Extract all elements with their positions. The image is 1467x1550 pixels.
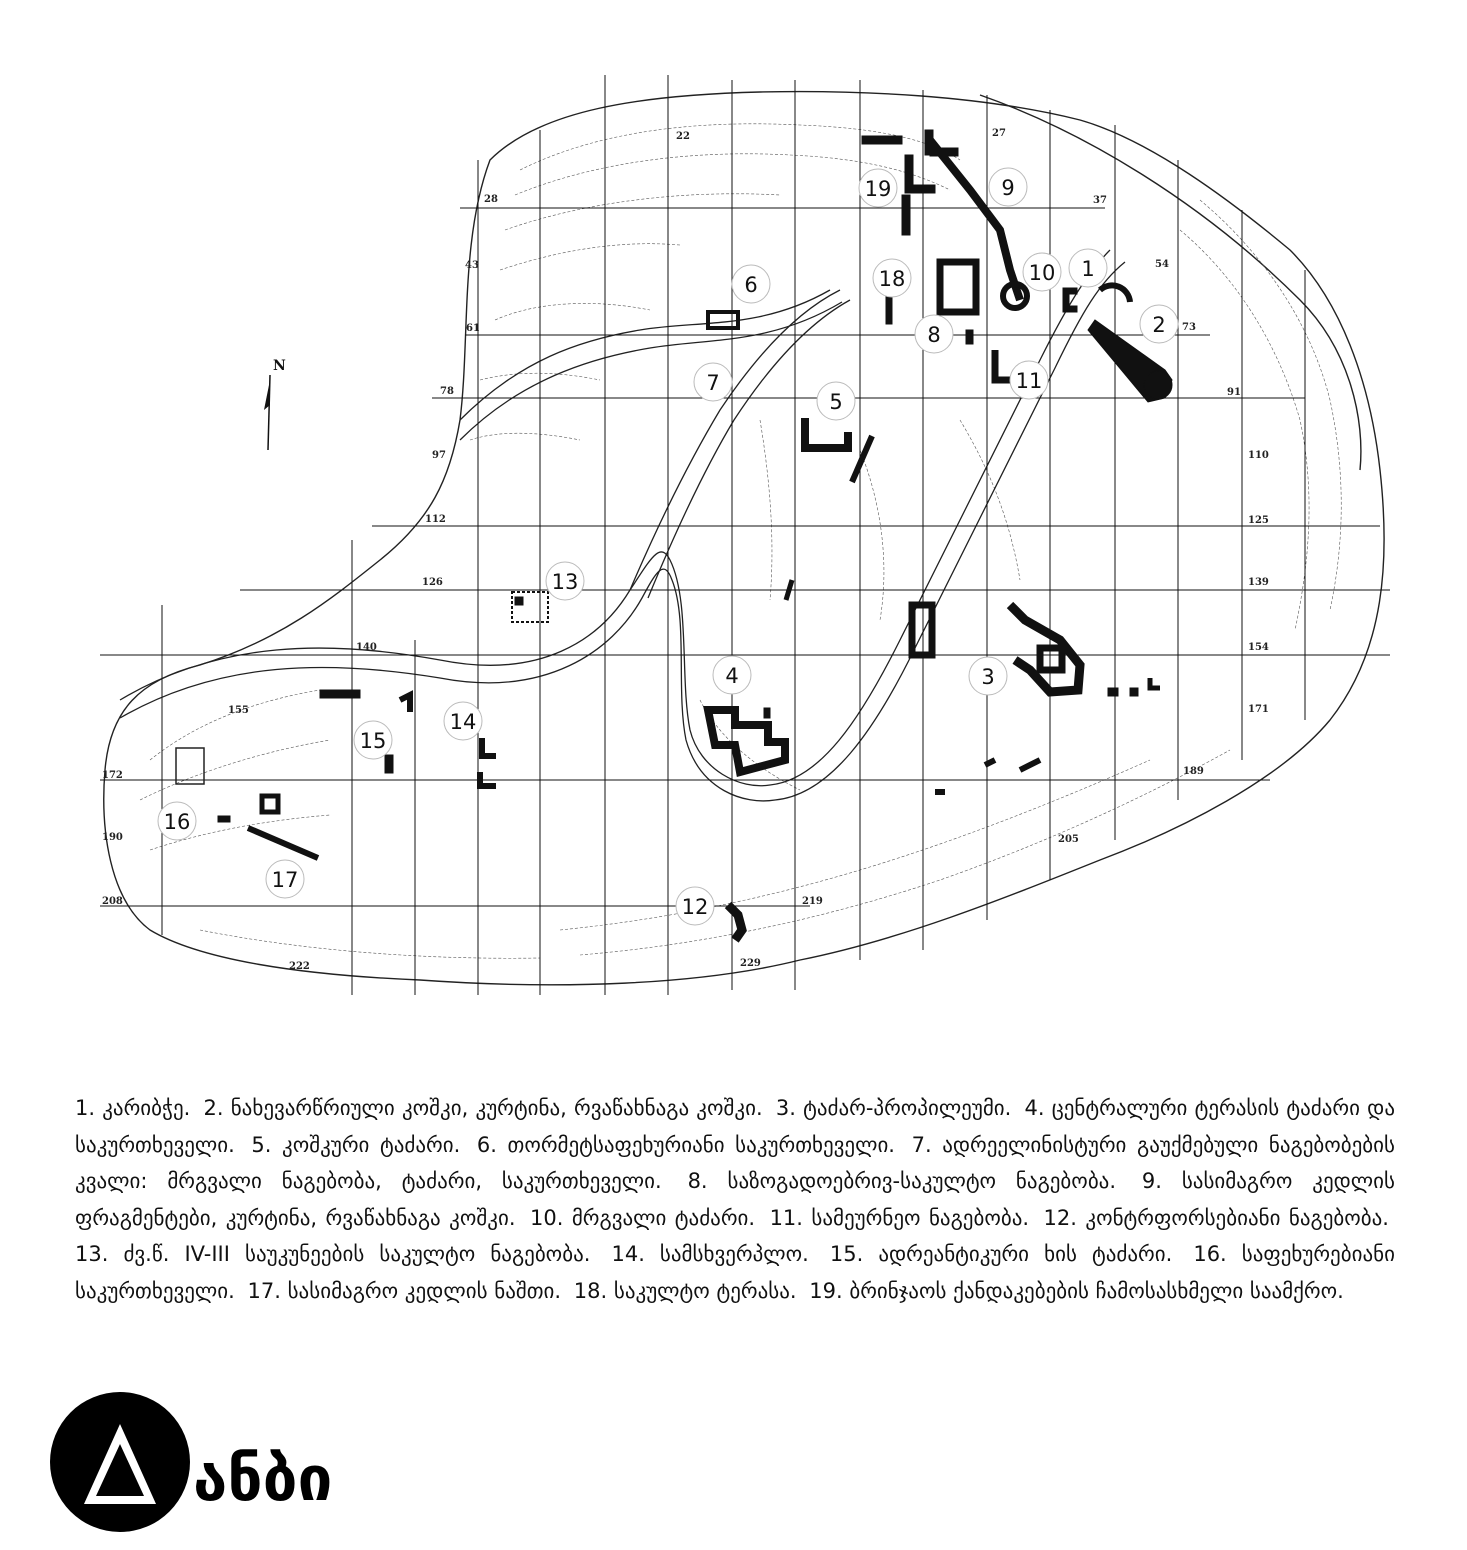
legend-item: 5. კოშკური ტაძარი. [251,1132,461,1157]
road [120,250,1125,801]
site-marker [444,702,482,740]
grid-label: 54 [1155,259,1169,270]
marker-number: 1 [1081,257,1095,281]
site-marker [873,259,911,297]
legend-item: 19. ბრინჯაოს ქანდაკებების ჩამოსასხმელი საამქრო. [809,1278,1344,1303]
site-marker [676,887,714,925]
legend-item: 12. კონტრფორსებიანი ნაგებობა. [1043,1205,1389,1230]
site-marker [546,562,584,600]
legend-item: 6. თორმეტსაფეხურიანი საკურთხეველი. [476,1132,895,1157]
contour-lines [140,124,1341,958]
site-marker [266,860,304,898]
site-marker [817,382,855,420]
legend-item: 15. ადრეანტიკური ხის ტაძარი. [829,1242,1173,1266]
marker-number: 10 [1028,261,1056,285]
grid-label: 110 [1248,450,1269,461]
survey-grid [100,75,1390,995]
marker-number: 2 [1152,313,1166,337]
marker-number: 6 [744,273,758,297]
site-marker [1010,361,1048,399]
legend-caption [75,1090,1395,1309]
grid-label: 97 [432,450,446,461]
grid-label: 22 [676,131,690,142]
logo-text: ანბი [193,1442,333,1515]
grid-label: 91 [1227,387,1241,398]
site-marker [354,721,392,759]
legend-item: 17. სასიმაგრო კედლის ნაშთი. [247,1278,562,1303]
legend-item: 4. ცენტრალური ტერასის ტაძარი და საკურთხეველი. [75,1096,1395,1157]
marker-number: 4 [725,664,739,688]
grid-label: 43 [465,260,479,271]
legend-item: 7. ადრეელინისტური გაუქმებული ნაგებობების კვალი: მრგვალი ნაგებობა, ტაძარი, საკურთხეველი. [75,1132,1395,1193]
marker-number: 17 [271,868,299,892]
legend-item: 1. კარიბჭე. [75,1096,191,1120]
legend-item: 18. საკულტო ტერასა. [573,1278,797,1303]
site-marker [158,802,196,840]
grid-label: 37 [1093,195,1107,206]
grid-label: 219 [802,896,823,907]
structures [218,130,1172,940]
grid-label: 78 [440,386,454,397]
site-marker [1069,249,1107,287]
legend-item: 8. საზოგადოებრივ-საკულტო ნაგებობა. [687,1169,1117,1193]
legend-item: 10. მრგვალი ტაძარი. [529,1205,756,1230]
grid-label: 229 [740,958,761,969]
triangle-in-circle-icon [50,1392,190,1532]
legend-item: 2. ნახევარწრიული კოშკი, კურტინა, რვაწახნაგა კოშკი. [203,1096,763,1120]
marker-number: 12 [681,895,709,919]
legend-item: 13. ძვ.წ. IV-III საუკუნეების საკულტო ნაგებობა. [75,1242,591,1266]
marker-number: 19 [864,177,892,201]
marker-number: 8 [927,323,941,347]
marker-number: 7 [706,371,720,395]
marker-number: 16 [163,810,191,834]
legend-item: 11. სამეურნეო ნაგებობა. [769,1205,1030,1230]
legend-item: 16. საფეხურებიანი საკურთხეველი. [75,1242,1395,1303]
site-marker [732,265,770,303]
grid-label: 208 [102,896,123,907]
site-marker [969,657,1007,695]
grid-label: 28 [484,194,498,205]
marker-number: 3 [981,665,995,689]
grid-label: 140 [356,642,377,653]
marker-number: 15 [359,729,387,753]
site-marker [989,168,1027,206]
grid-label: 61 [466,323,480,334]
grid-label: 73 [1182,322,1196,333]
grid-label: 172 [102,770,123,781]
site-marker [694,363,732,401]
site-marker [859,169,897,207]
grid-label: 126 [422,577,443,588]
grid-label: 205 [1058,834,1079,845]
building-outline [176,748,204,784]
grid-label: 189 [1183,766,1204,777]
logo [48,1392,348,1532]
grid-label: 139 [1248,577,1269,588]
grid-label: 125 [1248,515,1269,526]
grid-label: 190 [102,832,123,843]
legend-item: 3. ტაძარ-პროპილეუმი. [775,1096,1012,1120]
grid-label: 27 [992,128,1006,139]
legend-item: 14. სამსხვერპლო. [611,1242,809,1266]
site-marker [1023,253,1061,291]
site-marker [713,656,751,694]
marker-number: 18 [878,267,906,291]
grid-label: 155 [228,705,249,716]
grid-label: 171 [1248,704,1269,715]
marker-number: 14 [449,710,477,734]
legend-item: 9. სასიმაგრო კედლის ფრაგმენტები, კურტინა, რვაწახნაგა კოშკი. [75,1169,1395,1230]
north-arrow [264,358,286,450]
marker-number: 9 [1001,176,1015,200]
site-marker [1140,305,1178,343]
marker-number: 11 [1015,369,1043,393]
grid-label: 222 [289,961,310,972]
grid-label: 112 [425,514,446,525]
grid-label: 154 [1248,642,1269,653]
north-label: N [273,358,286,374]
marker-number: 5 [829,390,843,414]
site-marker [915,315,953,353]
marker-number: 13 [551,570,579,594]
